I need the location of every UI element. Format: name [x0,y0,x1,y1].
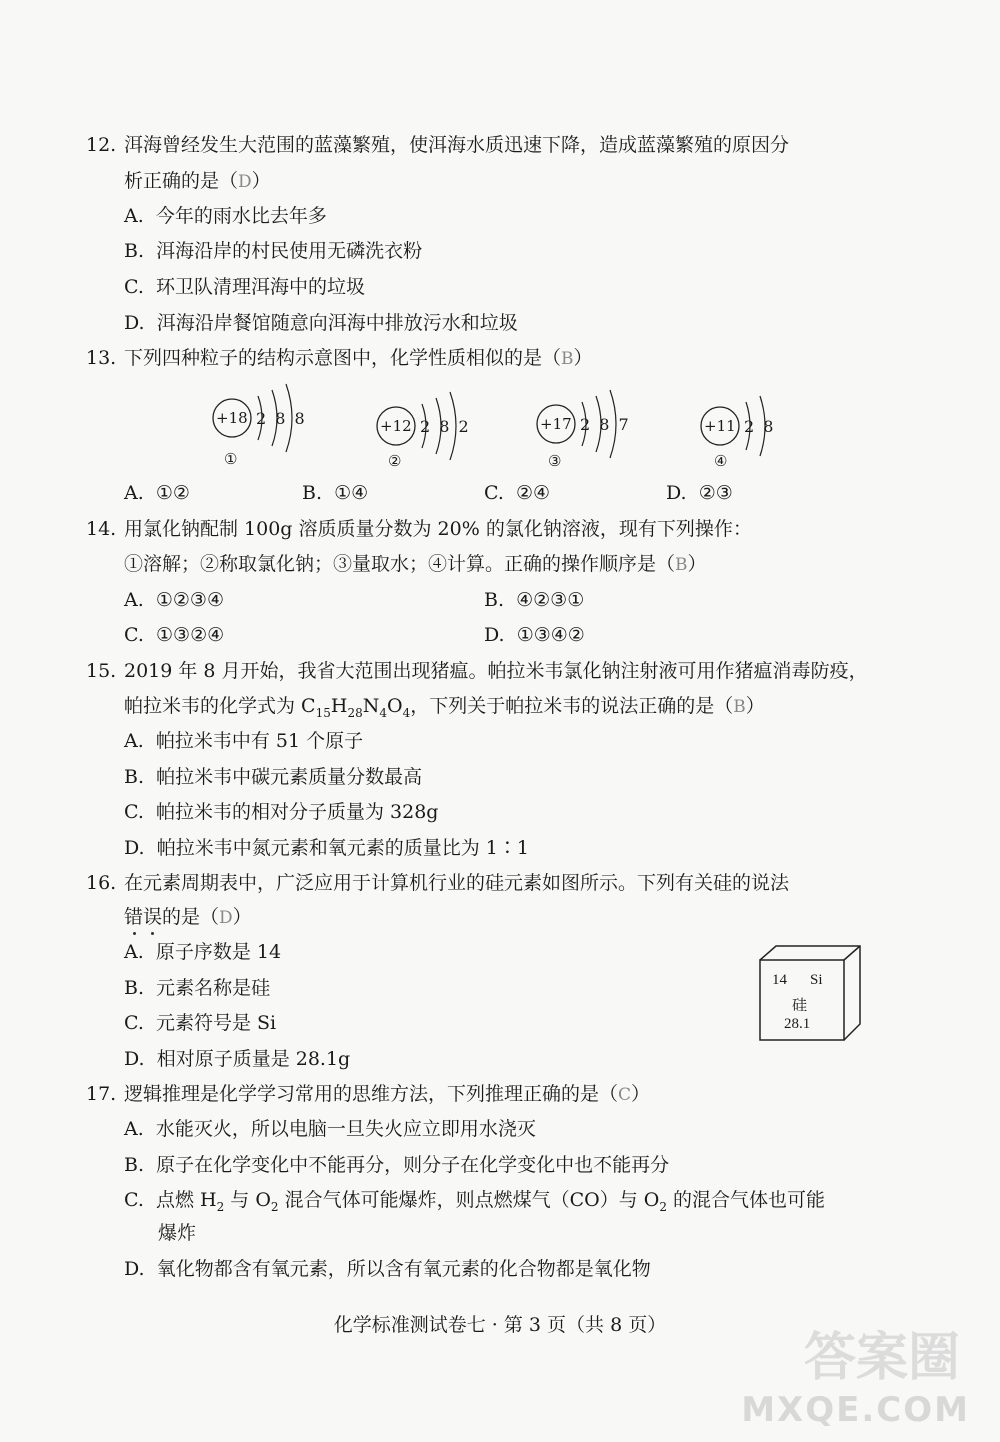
question-12-stem-cont: 析正确的是（D） [124,170,271,192]
option-c: C. 点燃 $H_2$ 与 $O_2$ 混合气体可能爆炸，则点燃煤气（CO）与 $O_2$ 的混合气体也可能 [124,1189,826,1214]
option-c: C. ①③②④ [124,624,225,646]
element-symbol: Si [810,972,823,988]
answer-mark: D [219,908,233,928]
question-16-number: 16. [86,872,117,894]
answer-mark: D [238,172,252,192]
option-b: B. ①④ [302,482,369,504]
answer-mark: C [618,1085,632,1105]
element-name: 硅 [792,998,808,1014]
atom-diagram-1: +18 2 8 8 ① [208,378,388,468]
option-c: C. 元素符号是 Si [124,1012,277,1034]
option-b: B. 原子在化学变化中不能再分，则分子在化学变化中也不能再分 [124,1154,670,1176]
option-a: A. 原子序数是 14 [124,941,282,963]
question-14-stem-cont: ①溶解；②称取氯化钠；③量取水；④计算。正确的操作顺序是（B） [124,553,707,575]
option-b: B. ④②③① [484,589,585,611]
silicon-element-cell [758,944,868,1044]
question-16-stem: 在元素周期表中，广泛应用于计算机行业的硅元素如图所示。下列有关硅的说法 [124,872,790,894]
atom-diagram-2: +12 2 8 2 ② [372,386,552,476]
question-17-number: 17. [86,1083,117,1105]
question-15-stem: 2019 年 8 月开始，我省大范围出现猪瘟。帕拉米韦氯化钠注射液可用作猪瘟消毒防疫， [124,660,868,682]
answer-mark: B [675,555,688,575]
emphasis-dot [133,932,136,935]
option-a: A. ①②③④ [124,589,224,611]
option-d: D. ②③ [666,482,733,504]
question-12-number: 12. [86,134,117,156]
option-b: B. 帕拉米韦中碳元素质量分数最高 [124,766,423,788]
watermark-url: MXQE.COM [741,1390,970,1430]
option-c-cont: 爆炸 [158,1222,197,1244]
question-13-number: 13. [86,347,117,369]
atom-diagram-4: +11 2 8 ④ [696,386,876,476]
option-d: D. 氧化物都含有氧元素，所以含有氧元素的化合物都是氧化物 [124,1258,651,1280]
question-14-number: 14. [86,518,117,540]
question-14-stem: 用氯化钠配制 100g 溶质质量分数为 20% 的氯化钠溶液，现有下列操作： [124,518,752,540]
option-b: B. 洱海沿岸的村民使用无磷洗衣粉 [124,240,423,262]
question-15-stem-cont: 帕拉米韦的化学式为 $C_{15}H_{28}N_4O_4$，下列关于帕拉米韦的说法正确的是（B） [124,695,765,720]
watermark-logo: 答案圈 [803,1328,960,1388]
option-a: A. 帕拉米韦中有 51 个原子 [124,730,364,752]
question-15-number: 15. [86,660,117,682]
option-d: D. 帕拉米韦中氮元素和氧元素的质量比为 1∶1 [124,837,529,859]
option-d: D. 洱海沿岸餐馆随意向洱海中排放污水和垃圾 [124,312,518,334]
answer-mark: B [561,349,574,369]
question-16-stem-cont: 错误的是（D） [124,906,252,928]
atomic-mass: 28.1 [784,1016,811,1032]
option-a: A. 水能灭火，所以电脑一旦失火应立即用水浇灭 [124,1118,536,1140]
atomic-number: 14 [772,972,787,988]
option-d: D. ①③④② [484,624,585,646]
question-13-stem: 下列四种粒子的结构示意图中，化学性质相似的是（B） [124,347,593,369]
option-c: C. 环卫队清理洱海中的垃圾 [124,276,366,298]
option-a: A. 今年的雨水比去年多 [124,205,327,227]
atom-diagram-3: +17 2 8 7 ③ [532,384,712,474]
option-c: C. 帕拉米韦的相对分子质量为 328g [124,801,439,823]
option-d: D. 相对原子质量是 28.1g [124,1048,351,1070]
question-17-stem: 逻辑推理是化学学习常用的思维方法，下列推理正确的是（C） [124,1083,651,1105]
emphasis-dot [151,932,154,935]
answer-mark: B [733,697,746,717]
question-12-stem: 洱海曾经发生大范围的蓝藻繁殖，使洱海水质迅速下降，造成蓝藻繁殖的原因分 [124,134,790,156]
page-footer: 化学标准测试卷七 · 第 3 页（共 8 页） [333,1314,667,1336]
option-b: B. 元素名称是硅 [124,977,271,999]
option-a: A. ①② [124,482,190,504]
option-c: C. ②④ [484,482,551,504]
